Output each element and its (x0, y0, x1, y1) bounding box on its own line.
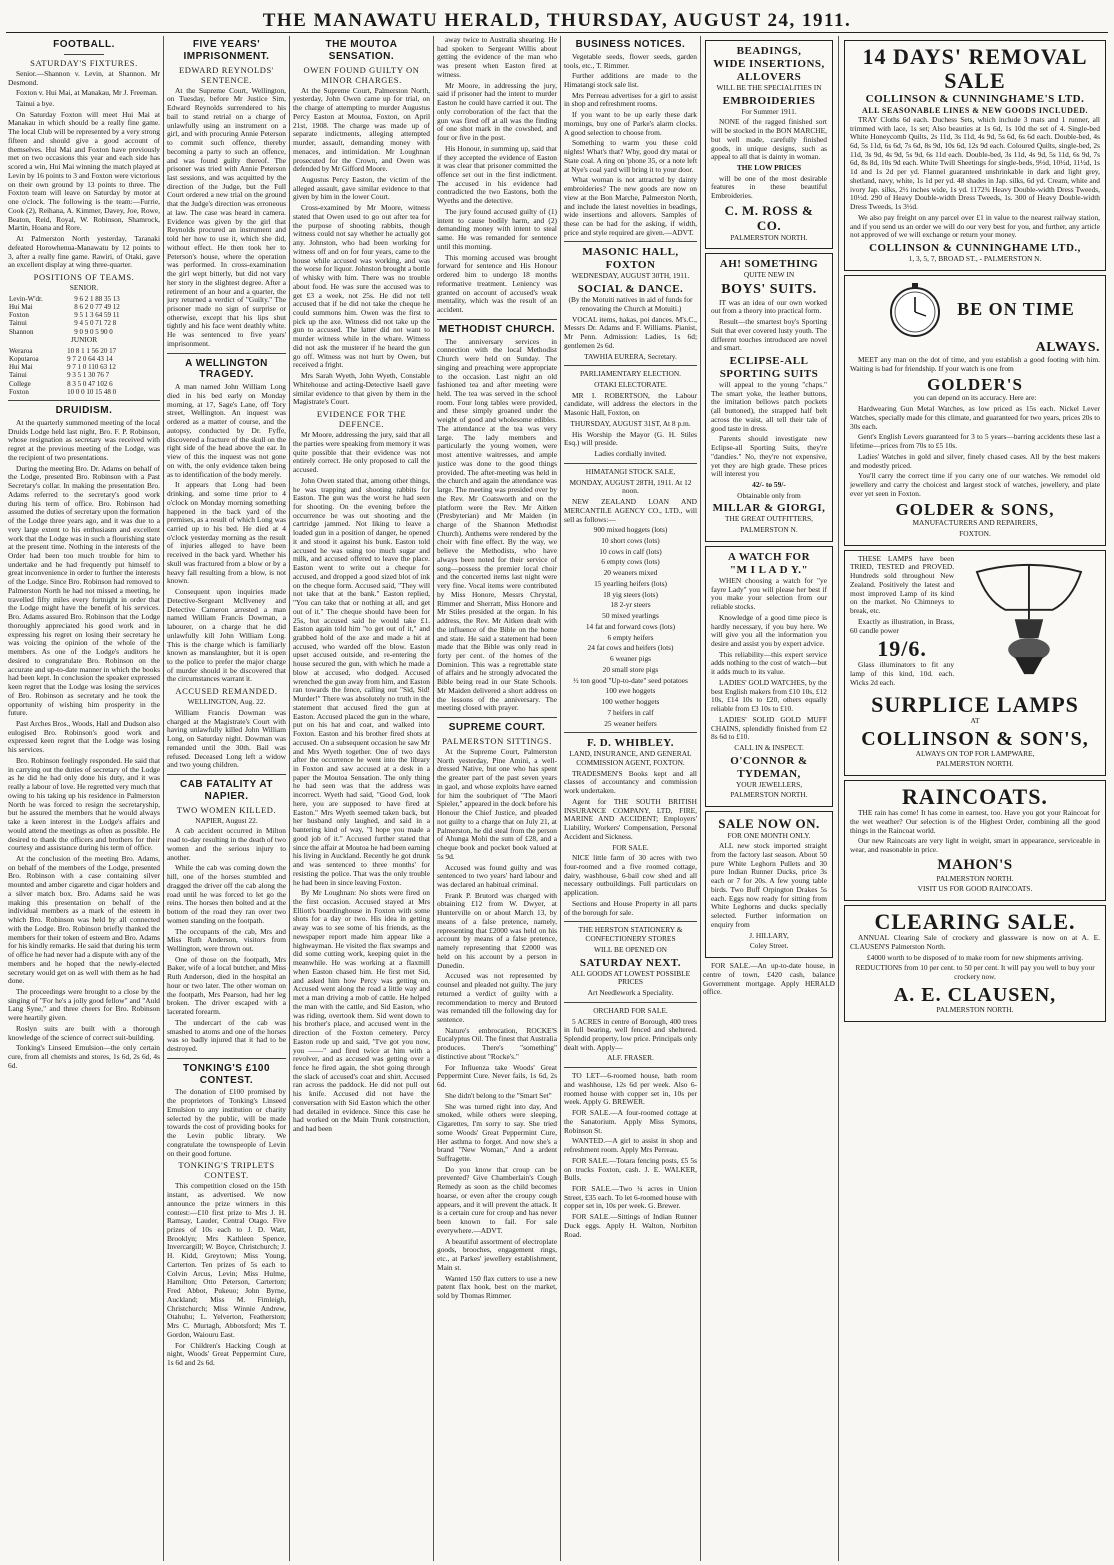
paragraph: This morning accused was brought forward for sentence and His Honour ordered him to undergo 18 months reformative treatment. Leniency was granted on account of accused's weak mentality, which was the result of an accident. (437, 252, 557, 315)
column-rule (163, 36, 164, 1561)
paragraph: Mrs Perreau advertises for a girl to assist in shop and refreshment rooms. (564, 90, 697, 109)
paragraph: Accused was found guilty and was sentenced to two years' hard labour and was declared an habitual criminal. (437, 862, 557, 889)
whibley-ad: F. D. WHIBLEY. LAND, INSURANCE, AND GENERAL COMMISSION AGENT, FOXTON. TRADESMEN'S Books kept and all classes of accountancy and commission work undertaken. Agent for THE SOUTH BRITISH INSURANCE COMPANY, LTD, FIRE, MARINE AND ACCIDENT; Employers' Liability, Workers' Compensation, Personal Accident and Sickness. FOR SALE. NICE little farm of 30 acres with two four-roomed and a five roomed cottage, dairy, washhouse, 6-bail cow shed and all necessary outbuildings. Full particulars on application. Sections and House Property in all parts of the borough for sale. (564, 737, 697, 917)
senior-table (8, 295, 160, 336)
orchard-ad: ORCHARD FOR SALE. 5 ACRES in centre of Borough, 400 trees in full bearing, well fenced and sheltered. Splendid property, low price. Principals only dealt with. Apply— ALF. FRASER. (564, 1005, 697, 1063)
paragraph: What woman is not attracted by dainty embroideries? The new goods are now on view at the Bon Marche, Palmerston North, and include the latest novelties in beadings, wide insertions and allovers. Samples of these can be had for the asking, if width, price and style required are given.—ADVT. (564, 175, 697, 237)
classified-ad: FOR SALE.—Sittings of Indian Runner Duck eggs. Apply H. Walton, Norbiton Road. (564, 1212, 697, 1239)
subheading: EDWARD REYNOLDS' SENTENCE. (179, 64, 274, 85)
business-notices-heading: BUSINESS NOTICES. (575, 39, 686, 50)
table-row: Levin-W'dr. 9 6 2 1 88 35 13 (9, 294, 120, 303)
table-row: Weraroa 10 8 1 1 56 20 17 (9, 346, 117, 355)
paragraph: Tonking's Linseed Emulsion—the only certain cure, from all chemists and stores, 1s 6d, 2s 6d, 4s 6d. (8, 1043, 160, 1070)
paragraph: The occupants of the cab, Mrs and Miss Ruth Anderson, visitors from Wellington, were thrown out. (167, 926, 286, 953)
column-3 (293, 36, 430, 1561)
column-rule (289, 36, 290, 1561)
classified-ad: FOR SALE.—Totara fencing posts, £5 5s on trucks Foxton, cash. J. E. WALKER, Bulls. (564, 1155, 697, 1183)
list-item: 900 mixed hoggets (lots) (593, 525, 668, 535)
subheading: TWO WOMEN KILLED. (176, 804, 277, 815)
list-item: 14 fat and forward cows (lots) (585, 621, 676, 631)
stock-sale-ad: HIMATANGI STOCK SALE, MONDAY, AUGUST 28TH, 1911. At 12 noon. NEW ZEALAND LOAN AND MERCANTILE AGENCY CO., LTD., will sell as follows:— 900 mixed hoggets (lots) 10 short cows (lots) 10 cows in calf (lots) 6 empty cows (lots) 20 weaners mixed 15 yearling heifers (lots) 18 yig steers (lots) 18 2-yr steers 50 mixed yearlings 14 fat and forward cows (lots) 6 empty heifers 24 fat cows and heifers (lots) 6 weaner pigs 20 small store pigs ½ ton good "Up-to-date" seed potatoes 100 ewe hoggets 100 wether hoggets 7 heifers in calf 25 weaner heifers (564, 466, 697, 728)
paragraph: This competition closed on the 15th instant, as advertised. We now announce the prize winners in this contest:—£10 first prize to Mrs J. H. Ramsay, Lauder, Central Otago. Five prizes of 10s each to J. D. Watt, Brooklyn; Mrs Kathleen Spence, Invercargill; W. Boyce, Christchurch; J. H. Kidd, Greytown; Miss Young, Carterton. Ten prizes of 5s each to Colvin Arcus, Levin; Miss Hulme, Hamilton; Otto Peterson, Carterton; Fred Abbot, Pukeuo; John Byrne, Auckland; Miss M. Fimleigh, Christchurch; Miss Winnie Andrew, Otahuhu; L. Yelverton, Featherston; Mrs C. Murtagh, Abbotsford; Mrs T. Gordon, Waiouru East. (167, 1181, 286, 1339)
paragraph: The donation of £100 promised by the proprietors of Tonking's Linseed Emulsion to any institution or charity selected by the public, will be made towards the cost of providing books for the Levin public library. We congratulate the townspeople of Levin on their good fortune. (167, 1087, 286, 1158)
paragraph: Mr Moore, addressing the jury, said that all the parties were speaking from memory it was quite possible that their evidence was not entirely correct. He only proposed to call the accused. (293, 430, 430, 475)
list-item: 20 weaners mixed (603, 568, 658, 578)
list-item: 18 yig steers (lots) (603, 589, 658, 599)
list-item: 10 cows in calf (lots) (599, 546, 662, 556)
table-row: Hui Mai 9 7 1 0 110 63 12 (9, 363, 116, 372)
paragraph: It appears that Long had been drinking, and some time prior to 4 o'clock on Monday morning something happened in the back yard of the premises, as a result of which Long was carried up to his bed. He died at 4 o'clock yesterday morning as the result of injuries alleged to have been received in the back yard. Whether his skull was fractured from a blow or by a heavy fall resulting from a blow, is not known. (167, 480, 286, 586)
paragraph: John Owen stated that, among other things, he was trapping and shooting rabbits for Easton. The gun was the worst he had seen for shooting. On the evening before the occurrence he was out shooting and the cartridge jammed. Not liking to leave a loaded gun in a position of danger, he opened it and stood it against his bunk. Easton told accused he was using too much sugar and milk, and accused offered to leave the place. Easton went to write out a cheque for accused, and dropped a good sized blot of ink on the cheque form. Accused said, "They will not take that at the bank." Easton replied, "You can take that or nothing at all, and get out of it." The cheque should have been for 25s, but accused said he would take £1. Easton again told him "to get out of it," and grabbed hold of the axe and made a hit at accused, who warded off the blow. Easton upset accused outside, and re-entering the house secured the gun, with which he made a blow at accused, who dodged. Accused wrenched the gun away from him, and Easton ran towards the fence, calling out "Sid, Sid! Murder!" There was absolutely no truth in the statement that accused fired the gun at Easton. Accused placed the gun in the whare, put on his hat and coat, and walked into Foxton. Easton and his brother fired shots at accused. On a subsequent occasion he saw Mr and Mrs Wyeth together. One of two days after the occurrence he went into the library in Foxton and saw accused at a desk in a paper the Moutoa Sensation. The only thing he had seen was that the address was incorrect. Wyeth had said, "Good God, look here, you are supposed to have fired at Easton." Mrs Wyeth seemed taken back, but her husband only laughed, and said in a bantering kind of way, "I hope you made a good job of it." Accused further stated that since the affair at Moutoa he had been earning his living in Auckland. Recently he got drunk and was sentenced to three months' for resisting the police. That was the only trouble he had been in since leaving Foxton. (293, 475, 430, 887)
table-row: Shannon 9 0 9 0 5 90 0 (9, 327, 113, 336)
list-item: 20 small store pigs (602, 664, 659, 674)
paragraph: The jury found accused guilty of (1) intent to cause bodily harm, and (2) demanding money with intent to steal same. He was remanded for sentence until this morning. (437, 206, 557, 251)
column-rule (838, 36, 839, 1561)
paragraph: William Francis Dowman was charged at the Magistrate's Court with having unlawfully killed John William Long, on Saturday night. Dowman was remanded until the 30th. Bail was refused. Deceased Long left a widow and two young children. (167, 707, 286, 770)
list-item: ½ ton good "Up-to-date" seed potatoes (573, 675, 688, 685)
pocket-watch-icon (875, 280, 955, 340)
classified-ad: FOR SALE.—An up-to-date house, in centre of town, £420 cash, balance Government mortgage. Apply HERALD office. (703, 961, 835, 997)
column-rule (700, 36, 701, 1561)
druidism-heading: DRUIDISM. (55, 405, 113, 417)
list-item: 15 yearling heifers (lots) (594, 578, 667, 588)
paragraph: Accused was not represented by counsel and pleaded not guilty. The jury returned a verdict of guilty with a recommendation to mercy and Brutord was remanded till the following day for sentence. (437, 971, 557, 1024)
paragraph: Past Arches Bros., Woods, Hall and Dudson also eulogised Bro. Robinson's good work and expressed keen regret that the Lodge was losing his services. (8, 718, 160, 755)
raincoats-ad: RAINCOATS. THE rain has come! It has come in earnest, too. Have you got your Raincoat for the wet weather? Our selection is of the Highest Order, combining all the good things in the Raincoat world. Our new Raincoats are very light in weight, smart in appearance, serviceable in wear, and reasonable in price. MAHON'S PALMERSTON NORTH. VISIT US FOR GOOD RAINCOATS. (844, 780, 1106, 901)
paragraph: For Children's Hacking Cough at night, Woods' Great Peppermint Cure, 1s 6d and 2s 6d. (167, 1340, 286, 1367)
table-row: Foxton 10 0 0 10 15 48 0 (9, 387, 117, 396)
moutoa-heading: THE MOUTOA SENSATION. (325, 39, 398, 62)
paragraph: If you want to be up early these dark mornings, buy one of Parke's alarm clocks. A good selection to choose from. (564, 110, 697, 137)
dateline: WELLINGTON, Aug. 22. (187, 697, 266, 707)
paragraph: away twice to Australia shearing. He had spoken to Sergeant Willis about getting the evidence of the man who was present when Easton fired at witness. (437, 36, 557, 79)
subheading: ACCUSED REMANDED. (175, 686, 278, 697)
column-4 (437, 36, 557, 1561)
list-item: 100 wether hoggets (601, 697, 660, 707)
list-item: 7 heifers in calf (607, 707, 654, 717)
paragraph: At the Supreme Court, Wellington, on Tuesday, before Mr Justice Sim, Edward Reynolds surrendered to his bail to stand retrial on a charge of unlawfully using an instrument on a girl, and with procuring Annie Peterson to commit such offence, thereby becoming a party to such an offence, and was found guilty thereof. The prisoner was tried with Annie Peterson last sessions, and was acquitted by the direction of the Judge, but the Full Court ordered a new trial on the ground that the Judge's direction was erroneous at law. The case was heard in camera. Evidence was given by the girl that Reynolds procured an instrument and told her how to use it, which she did, without effect. He then took her to Peterson's house, where the operation was performed. In cross-examination the girl wept bitterly, but did not vary her story in the slightest degree. After a retirement of an hour and a quarter, the jury returned a verdict of "Guilty." The prisoner made no sign of surprise or otherwise, except that his lips shut tightly and his face went deathly white. He was sentenced to five years' imprisonment. (167, 85, 286, 348)
paragraph: Something to warm you these cold nights! What's that? Why, good dry matai or State coal. A ring on 'phone 35, or a note left at Nye's coal yard will bring it to your door. (564, 138, 697, 174)
removal-sale-ad: 14 DAYS' REMOVAL SALE COLLINSON & CUNNINGHAME'S LTD. ALL SEASONABLE LINES & NEW GOODS INCLUDED. TRAY Cloths 6d each. Duchess Sets, which include 3 mats and 1 runner, all trimmed with lace, 1s set; Also beauties at 1s 6d, 1s 10d the set of 4. Single-bed White Honeycomb Quilts, 2s 11d, 3s 11d, 4s 9d, 5s 6d, 6s 6d each. Double-bed, 4s 6d, 5s 11d, 6s 6d, 7s 6d, 8s 9d, 10s 6d, 12s 9d each. Coloured Quilts, single-bed, 2s 11d, 3s 9d, 4s 9d, 5s 9d, 6s 11d each. Double-bed, 3s 11d, 4s 9d, 5s 11d, 6s 9d, 7s 6d, 8s 8d, 10s 9d each. White Twill Sheetings for single-beds, 9½d, 10½d, 11½d, 1s 1d and 1s 2d per yd. Flannel guaranteed unshrinkable in dark and light grey, shetland, navy, white, 1s 1d per yd. 48 shades in Jap. silks, 6d yd. Cream, white and ivory Jap. silks, 2½ inches wide, 1s yd. 1172¾ Heavy Double-width Dress Tweeds, 10½d. 290 of Heavy Double-width Dress Tweeds, 1s. 300 of Heavy Double-width Dress Tweeds, 1s 3½d. We also pay freight on any parcel over £1 in value to the nearest railway station, and if you send us an order we will do our very best for you, and further, any article not approved of we will exchange or return your money. COLLINSON & CUNNINGHAME LTD., 1, 3, 5, 7, BROAD ST., - PALMERSTON N. (844, 40, 1106, 271)
paragraph: While the cab was coming down the hill, one of the horses stumbled and dragged the driver off the cab along the road until he was forced to let go the reins. The horses then bolted and at the bottom of the road they ran over two women standing on the footpath. (167, 863, 286, 925)
paragraph: At the quarterly summoned meeting of the local Druids Lodge held last night, Bro. F. P. Robinson, whose resignation as secretary was received with regret at the previous meeting of the Lodge, was the recipient of two presentations. (8, 418, 160, 462)
paragraph: Cross-examined by Mr Moore, witness stated that Owen used to go out after tea for the purpose of shooting rabbits, though witness could not say whether he actually got any. Johnston, who had been working for witness off and on for four years, came to the house while accused was working, and was the worse for liquor. Johnston brought a bottle of whisky with him. There was no trouble about food. He was sure the accused was to get £3 a week, not 25s. He did not tell accused that if he did not take the cheque he could summons him. Owen was the first to pick up the axe. Witness did not take up the gun to accused. The latter did not want to murder witness while in the whare. Witness did not ask the musterer if he heard the gun go off. Witness was not hurt by Owen, but received a fright. (293, 203, 430, 370)
paragraph: One of those on the footpath, Mrs Baker, wife of a local butcher, and Miss Ruth Anderson, died in the hospital an hour or two later. The other woman on the footpath, Mrs Pearson, had her leg broken. The driver escaped with a lacerated forearm. (167, 954, 286, 1017)
paragraph: Mr Moore, in addressing the jury, said if prisoner had the intent to murder Easton he could have carried it out. The only corroboration of the fact that the gun was fired off at all was the finding of one shot mark in the cowshed, and four or five in the post. (437, 80, 557, 143)
surplice-lamps-ad: THESE LAMPS have been TRIED, TESTED and PROVED. Hundreds sold throughout New Zealand. Positively the latest and most improved Lamp of its kind on the market. No Chimneys to break, etc. Exactly as illustration, in Brass, 60 candle power 19/6. Glass illuminators to fit any lamp of this kind, 10d. each. Wicks 2d each. SURPLICE LAMPS AT COLLINSON & SON'S, ALWAYS ON TOP FOR LAMPWARE, PALMERSTON NORTH. (844, 550, 1106, 776)
masonic-hall-ad: MASONIC HALL, FOXTON WEDNESDAY, AUGUST 30TH, 1911. SOCIAL & DANCE. (By the Motuiti natives in aid of funds for renovating the Church at Motuiti.) VOCAL items, hakas, poi dances. M's.C., Messrs Dr. Adams and F. Williams. Pianist, Mr Penn. Admission: Ladies, 1s 6d; gentlemen 2s 6d. TAWHIA EURERA, Secretary. (564, 246, 697, 361)
paragraph: Augustus Percy Easton, the victim of the alleged assault, gave similar evidence to that given by him in the lower Court. (293, 174, 430, 202)
clearing-sale-ad: CLEARING SALE. ANNUAL Clearing Sale of crockery and glassware is now on at A. E. CLAUSEN'S Palmerston North. £4000 worth to be disposed of to make room for new shipments arriving. REDUCTIONS from 10 per cent. to 50 per cent. It will pay you well to buy your crockery now. A. E. CLAUSEN, PALMERSTON NORTH. (844, 905, 1106, 1022)
dateline: NAPIER, August 22. (195, 815, 258, 825)
classified-ad: FOR SALE.—Two ¼ acres in Union Street, £35 each. To let 6-roomed house with copper set in, 10s per week. G. Brewer. (564, 1184, 697, 1211)
table-row: Foxton 9 5 1 3 64 59 11 (9, 311, 120, 320)
paragraph: On Saturday Foxton will meet Hui Mai at Manakau in which should be a really fine game. The local Club will be represented by a very strong fifteen and should give a good account of themselves. Hui Mai and Foxton have previously met on two occasions this year and each side has scored a win, Hui Mai winning the match played at Levin by 16 points to 3 and Foxton were victorious on their own ground by 13 points to three. The Foxton team will leave on Saturday by motor at one o'clock. The following is the team:—Furrie, Cook (2), Reihana, A. Kimmer, Davey, Joe, Rowe, Beaton, Reid, Royal, W. Robinson, Shamrock, Martin, Hoana and Rore. (8, 109, 160, 233)
paragraph: A cab accident occurred in Milton road to-day resulting in the death of two women and the serious injury to another. (167, 826, 286, 862)
senior-label: SENIOR. (69, 282, 99, 292)
column-6 (703, 36, 835, 1561)
poem: She was turned right into day, And smoked, while others were sleeping, Cigarettes, I'm sorry to say. She tried some Woods' Great Peppermint Cure, Her asthma to forget. And now she's a brand "New Woman," And a ardent Suffragette. (437, 1101, 557, 1163)
herston-ad: THE HERSTON STATIONERY & CONFECTIONERY STORES WILL BE OPENED ON SATURDAY NEXT. ALL GOODS AT LOWEST POSSIBLE PRICES Art Needlework a Speciality. (570, 925, 691, 998)
subheading: PALMERSTON SITTINGS. (442, 735, 552, 746)
masthead: THE MANAWATU HERALD, THURSDAY, AUGUST 24, 1911. (262, 10, 852, 31)
column-rule (433, 36, 434, 1561)
paragraph: Mrs Sarah Wyeth, John Wyeth, Constable Whitehouse and acting-Detective Isaell gave similar evidence to that given by them in the Magistrate's Court. (293, 371, 430, 407)
table-row: College 8 3 5 0 47 102 6 (9, 379, 113, 388)
paragraph: Roslyn suits are built with a thorough knowledge of the science of correct suit-building. (8, 1023, 160, 1042)
bon-marche-ad: BEADINGS, WIDE INSERTIONS, ALLOVERS WILL BE THE SPECIALITIES IN EMBROIDERIES For Summer 1911. NONE of the ragged finished sort will be stocked in the BON MARCHE, but well made, carefully finished goods, in unique designs, such as appeal to all that is dainty in woman. THE LOW PRICES will be one of the most desirable features in these beautiful Embroideries. C. M. ROSS & CO. PALMERSTON NORTH. (705, 40, 833, 249)
paragraph: A beautiful assortment of electroplate goods, brooches, engagement rings, etc., at Parkes' jewellery establishment, Main st. (437, 1236, 557, 1272)
paragraph: The anniversary services in connection with the local Methodist Church were held on Sunday. The singing and preaching were appropriate to the occasion. Last night an old fashioned tea and after meeting were held. The tea was served in the school room. Four long tables were provided, and these simply groaned under the weight of good and wholesome edibles. The attendance at the tea was very large. The lady members and particularly the young women, were most attentive waitresses, and ample justice was done to the good things provided. The after-meeting was held in the church and again the attendance was large. The meeting was presided over by the Rev. Mr Coatsworth and on the platform were the Rev. Mr Aitken (Presbyterian) and Mr Maiden (in charge of the Shannon Methodist Church). Anthems were rendered by the choir with fine effect. By the way, we believe the Methodists, who have always been noted for their service of song—possess the premier local choir and the concerted items last night were very fine. Vocal items were contributed by Miss Honore, Messrs Chrystal, Rimmer and Sherratt, Miss Honore and Mr Stiles presided at the organ. In his address, the Rev. Mr Aitken dealt with the influence of the Bible on the home and state. He said a statement had been made that the Bible was only read in forty per cent. of the homes of the Dominion. This was a regrettable state of affairs and he strongly advocated the Bible being read in our State Schools. Mr Maiden delivered a short address on the lessons of the anniversary. The meeting closed with prayer. (437, 336, 557, 713)
contest-heading: TONKING'S £100 CONTEST. (183, 1062, 270, 1086)
paragraph: Tainui a bye. (16, 99, 55, 109)
paragraph: Senior.—Shannon v. Levin, at Shannon. Mr Desmond. (8, 68, 160, 87)
golders-watch-ad: BE ON TIME ALWAYS. MEET any man on the dot of time, and you establish a good footing with him. Waiting is bad for friendship. If your watch is one from GOLDER'S you can depend on its accuracy. Here are: Hardwearing Gun Metal Watches, as low priced as 15s each. Nickel Lever Watches, specially made for this climate, and guaranteed for two years, prices 20s to 30s each. Gent's English Levers guaranteed for 3 to 5 years—barring accidents these last a lifetime—prices from 70s to £5 10s. Ladies' Watches in gold and silver, finely chased cases. All by the best makers and modestly priced. You'll carry the correct time if you carry one of our watches. We remodel old jewellery and carry the choicest and largest stock of watches, jewellery, and plate ever yet seen in Foxton. GOLDER & SONS, MANUFACTURERS AND REPAIRERS, FOXTON. (844, 275, 1106, 546)
tragedy-heading: A WELLINGTON TRAGEDY. (185, 357, 268, 381)
paragraph: Nature's embrocation, ROCKE'S Eucalyptus Oil. The finest that Australia produces. There's "something" distinctive about "Rocke's." (437, 1025, 557, 1061)
junior-label: JUNIOR (70, 334, 98, 344)
subheading: TONKING'S TRIPLETS CONTEST. (178, 1160, 275, 1181)
list-item: 50 mixed yearlings (602, 611, 659, 621)
paragraph: Do you know that croup can be prevented? Give Chamberlain's Cough Remedy as soon as the child becomes hoarse, or even after the croupy cough appears, and it will prevent the attack. It is a certain cure for croup and has never been known to fail. For sale everywhere.—ADVT. (437, 1164, 557, 1235)
list-item: 6 empty heifers (607, 632, 654, 642)
list-item: 6 weaner pigs (609, 654, 652, 664)
classified-ad: TO LET—6-roomed house, bath room and washhouse, 12s 6d per week. Also 6-roomed house with copper set in, 10s per week. Apply G. BREWER. (564, 1071, 697, 1107)
column-5 (564, 36, 697, 1561)
supreme-court-heading: SUPREME COURT. (448, 722, 546, 734)
paragraph: Further additions are made to the Himatangi stock sale list. (564, 71, 697, 89)
column-7 (842, 36, 1108, 1561)
list-item: 100 ewe hoggets (605, 686, 656, 696)
paragraph: Vegetable seeds, flower seeds, garden tools, etc., T. Rimmer. (564, 51, 697, 70)
list-item: 24 fat cows and heifers (lots) (587, 643, 674, 653)
cab-fatality-heading: CAB FATALITY AT NAPIER. (179, 779, 274, 802)
classified-ad: FOR SALE.—A four-roomed cottage at the Sanatorium. Apply Miss Symons, Robinson St. (564, 1108, 697, 1135)
masthead-rule (6, 32, 1108, 33)
paragraph: At the conclusion of the meeting Bro. Adams, on behalf of the members of the Lodge, presented Bro. Robinson with a case containing silver mounted and amber cigarette and cigar holders and a silver match box. Bro. Adams said he was making this presentation on behalf of the individual members as a mark of the esteem in which Bro. Robinson was held by all connected with the Lodge. Bro. Robinson briefly thanked the members for their token of esteem and Bro. Adams for his kindly remarks. He said that during his term of office he had never had a dispute with any of the members and he hoped that the newly-elected secretary would get on as well with them as he had done. (8, 853, 160, 986)
watch-milady-ad: A WATCH FOR "M I L A D Y." WHEN choosing a watch for "ye fayre Lady" you will please her best if you make your selection from our reliable stocks. Knowledge of a good time piece is hardly necessary, if you buy here. We will give you all the information you desire and assist you by expert advice. This reliability—this expert service adds nothing to the cost of watch—but it adds much to its value. LADIES' GOLD WATCHES, by the best English makers from £10 10s, £12 10s, £14 10s to £20, others equally reliable from £3 10s to £10. LADIES' SOLID GOLD MUFF CHAINS, splendidly finished from £2 8s 6d to £10. CALL IN & INSPECT. O'CONNOR & TYDEMAN, YOUR JEWELLERS, PALMERSTON NORTH. (705, 546, 833, 807)
paragraph: Foxton v. Hui Mai, at Manakau, Mr J. Freeman. (16, 88, 158, 98)
paragraph: At the Supreme Court, Palmerston North, yesterday, John Owen came up for trial, on the charge of attempting to murder Augustus Percy Easton at Moutoa, Foxton, on April 21st, 1908. The charge was made up of separate indictments, alleging attempted murder, assault, demanding money with menaces, and intimidation. Mr Loughnan prosecuted for the Crown, and Owen was defended by Mr Gifford Moore. (293, 85, 430, 174)
imprisonment-heading: FIVE YEARS' IMPRISONMENT. (183, 39, 270, 62)
table-row: Tainui 9 4 5 0 71 72 8 (9, 319, 117, 328)
list-item: 25 weaner heifers (604, 718, 657, 728)
fixtures-subheading: SATURDAY'S FIXTURES. (30, 57, 138, 68)
football-heading: FOOTBALL. (53, 39, 115, 50)
paragraph: The proceedings were brought to a close by the singing of "For he's a jolly good fellow" and "Auld Lang Syne," and three cheers for Bro. Robinson were heartily given. (8, 987, 160, 1023)
column-rule (560, 36, 561, 1561)
boys-suits-ad: AH! SOMETHING QUITE NEW IN BOYS' SUITS. IT was an idea of our own worked out from a theory into practical form. Result—the smartest boy's Sporting Suit that ever covered lusty youth. The different touches introduced are novel and smart. ECLIPSE-ALL SPORTING SUITS will appeal to the young "chaps." The smart yoke, the leather buttons, the imitation bellows patch pockets (all buttoned), the strapped half belt across the waist, all tell their tale of good taste in dress. Parents should investigate new Eclipse-all Sporting Suits, they're "dandies." No, they're not expensive, yet they are high grade. These prices will interest you 42/- to 59/- Obtainable only from MILLAR & GIORGI, THE GREAT OUTFITTERS, PALMERSTON N. (705, 253, 833, 542)
paragraph: Frank P. Brutord was charged with obtaining £12 from W. Dwyer, at Hunterville on or about March 13, by means of a false pretence, namely, representing that £2000 was held on his account by means of a false pretence, namely representing that £2000 was held on his account by a person in Dunedin. (437, 890, 557, 970)
paragraph: During the meeting Bro. Dr. Adams on behalf of the Lodge, presented Bro. Robinson with a Past Secretary's collar. In making the presentation Bro. Adams referred to the secretary's good work during his term of office. Bro. Robinson had assumed the duties of secretary upon the formation of the Lodge three years ago, and it was due to a very large extent to his enthusiasm and excellent work that the Lodge was in such a flourishing state at the present time. Nothing in the interests of the Order had been too much trouble for him to undertake and he had frequently put himself to great inconvenience in order to further the interests of the Lodge. Since Bro. Robinson had removed to Palmerston North he had not missed a meeting, he travelled fifty miles every fortnight in order that the Lodge might have the benefit of his services. Bro. Adams assured Bro. Robinson that the Lodge thoroughly appreciated his good work and in expressing his regret on losing their secretary he was voicing the opinion of the whole of the members. As one of the Lodge's auditors he desired to congratulate Bro. Robinson on the accurate and up-to-date manner in which the books had been kept. In conclusion the speaker expressed keen regret that the Lodge was losing the services of Bro. Robinson as secretary and he took the opportunity of wishing him prosperity in the future. (8, 463, 160, 718)
table-row: Koputaroa 9 7 2 0 64 43 14 (9, 354, 113, 363)
paragraph: By Mr Loughnan: No shots were fired on the first occasion. Accused stayed at Mrs Elliott's boardinghouse in Foxton with some shots for a day or two. His idea in getting away was to see some of his friends, as the newspaper report made him appear like a highwayman. He visited the flax swamps and did some cutting work, keeping quiet in the meanwhile. He was working at a flaxmill when Easton chased him. He first met Sid, and asked him how Percy was getting on. Accused went along the road a little way and met a man driving a mob of cattle. He helped the man with the cattle, and Sid Easton, who was riding, overtook them. Sid went down to his brother's place, and accused went in the direction of the Foxton cemetery. Percy Easton rode up and said, "I've got you now, you ——" and fired twice at him with a revolver, and as accused was getting over a fence he fired again, the shot going through the slack of accused's coat and shirt. Accused ran across the paddock. He did not pull out his knife. Accused did not have the conversation with Sid Easton which the other had detailed in evidence. Since this case he had worked on the Main Trunk construction, and had been (293, 888, 430, 1134)
paragraph: At the Supreme Court, Palmerston North yesterday, Pine Amini, a well-dressed Native, but one who has spent the greater part of the past seven years in gaol, and whose exploits have earned for him the soubriquet of "The Maori Spieler," appeared in the dock before his Honour the Chief Justice, and pleaded not guilty to a charge that on July 21, at Palmerston, he did steal from the person of Ahunga Mohi the sum of £28, and a cheque book and pocket book valued at 5s 9d. (437, 746, 557, 861)
table-row: Tainui 9 3 5 1 30 76 7 (9, 371, 110, 380)
paragraph: A man named John William Long died in his bed early on Monday morning, at 17, Sage's Lane, off Tory street, Wellington. An inquest was ordered as a matter of course, and the autopsy, conducted by Dr. Fyffe, discovered a fracture of the skull on the right side of the head above the ear. In view of this the inquest was not gone on with, the only evidence taken being as to identification of the body merely. (167, 382, 286, 479)
sale-now-on-ad: SALE NOW ON. FOR ONE MONTH ONLY. ALL new stock imported straight from the factory last season. About 50 pure White Leghorn Pullets and 30 pure Indian Runner Ducks, price 3s each or 7 for 20s. A few young table birds. Two Buff Orpington Drakes 5s each. Eggs now ready for sitting from White Leghorns and ducks specially selected. Further information on enquiry from J. HILLARY, Coley Street. (705, 811, 833, 958)
list-item: 18 2-yr steers (610, 600, 651, 610)
junior-table (8, 347, 160, 397)
paragraph: Consequent upon inquiries made Detective-Sergeant McIlveney and Detective Cameron arrested a man named William Francis Dowman, a labourer, on a charge that he did unlawfully kill John William Long. This is the charge which is familiarly known as manslaughter, but it is open to the police to prefer the major charge of murder should it be discovered that the circumstances warrant it. (167, 587, 286, 684)
column-2 (167, 36, 286, 1561)
paragraph: Wanted 150 flax cutters to use a new patent flax hook, best on the market, sold by Thomas Rimmer. (437, 1273, 557, 1301)
positions-subheading: POSITIONS OF TEAMS. (33, 271, 135, 282)
paragraph: The undercart of the cab was smashed to atoms and one of the horses was so badly injured that it had to be destroyed. (167, 1017, 286, 1054)
paragraph: His Honour, in summing up, said that if they accepted the evidence of Easton it was clear that prisoner committed the offence set out in the first indictment. The accused in his evidence had contradicted the two Eastons, both the Wyeths and the detective. (437, 143, 557, 206)
subheading: OWEN FOUND GUILTY ON MINOR CHARGES. (303, 64, 420, 85)
subheading: EVIDENCE FOR THE DEFENCE. (316, 409, 407, 430)
methodist-heading: METHODIST CHURCH. (438, 323, 556, 335)
poem-title: She didn't belong to the "Smart Set" (445, 1090, 552, 1100)
paragraph: Bro. Robinson feelingly responded. He said that in carrying out the duties of secretary of the Lodge as he did he had only done his duty, and it was really a labour of love. He regretted very much that owing to his taking up his residence in Palmerston North he was forced to resign the secretaryship, but he assured the members that he would always take a keen interest in the Lodge's affairs and would attend the meetings as often as possible. He desired to thank the officers and brothers for their courtesy and assistance during his term of office. (8, 755, 160, 853)
paragraph: At Palmerston North yesterday, Taranaki defeated Horowhenua-Manawatu by 12 points to 3, after a really fine game. Rawiri, of Otaki, gave an excellent display at wing three-quarter. (8, 234, 160, 270)
hanging-lamp-icon (958, 559, 1100, 689)
column-1 (8, 36, 160, 1561)
paragraph: For Influenza take Woods' Great Peppermint Cure. Never fails, 1s 6d, 2s 6d. (437, 1062, 557, 1090)
list-item: 6 empty cows (lots) (601, 557, 660, 567)
classified-ad: WANTED.—A girl to assist in shop and refreshment room. Apply Mrs Perreau. (564, 1136, 697, 1155)
list-item: 10 short cows (lots) (601, 536, 660, 546)
table-row: Hui Mai 8 6 2 0 77 49 12 (9, 302, 120, 311)
election-ad: PARLIAMENTARY ELECTION. OTAKI ELECTORATE. MR I. ROBERTSON, the Labour candidate, will address the electors in the Masonic Hall, Foxton, on THURSDAY, AUGUST 31ST, At 8 p.m. His Worship the Mayor (G. H. Stiles Esq.) will preside. Ladies cordially invited. (564, 369, 697, 459)
